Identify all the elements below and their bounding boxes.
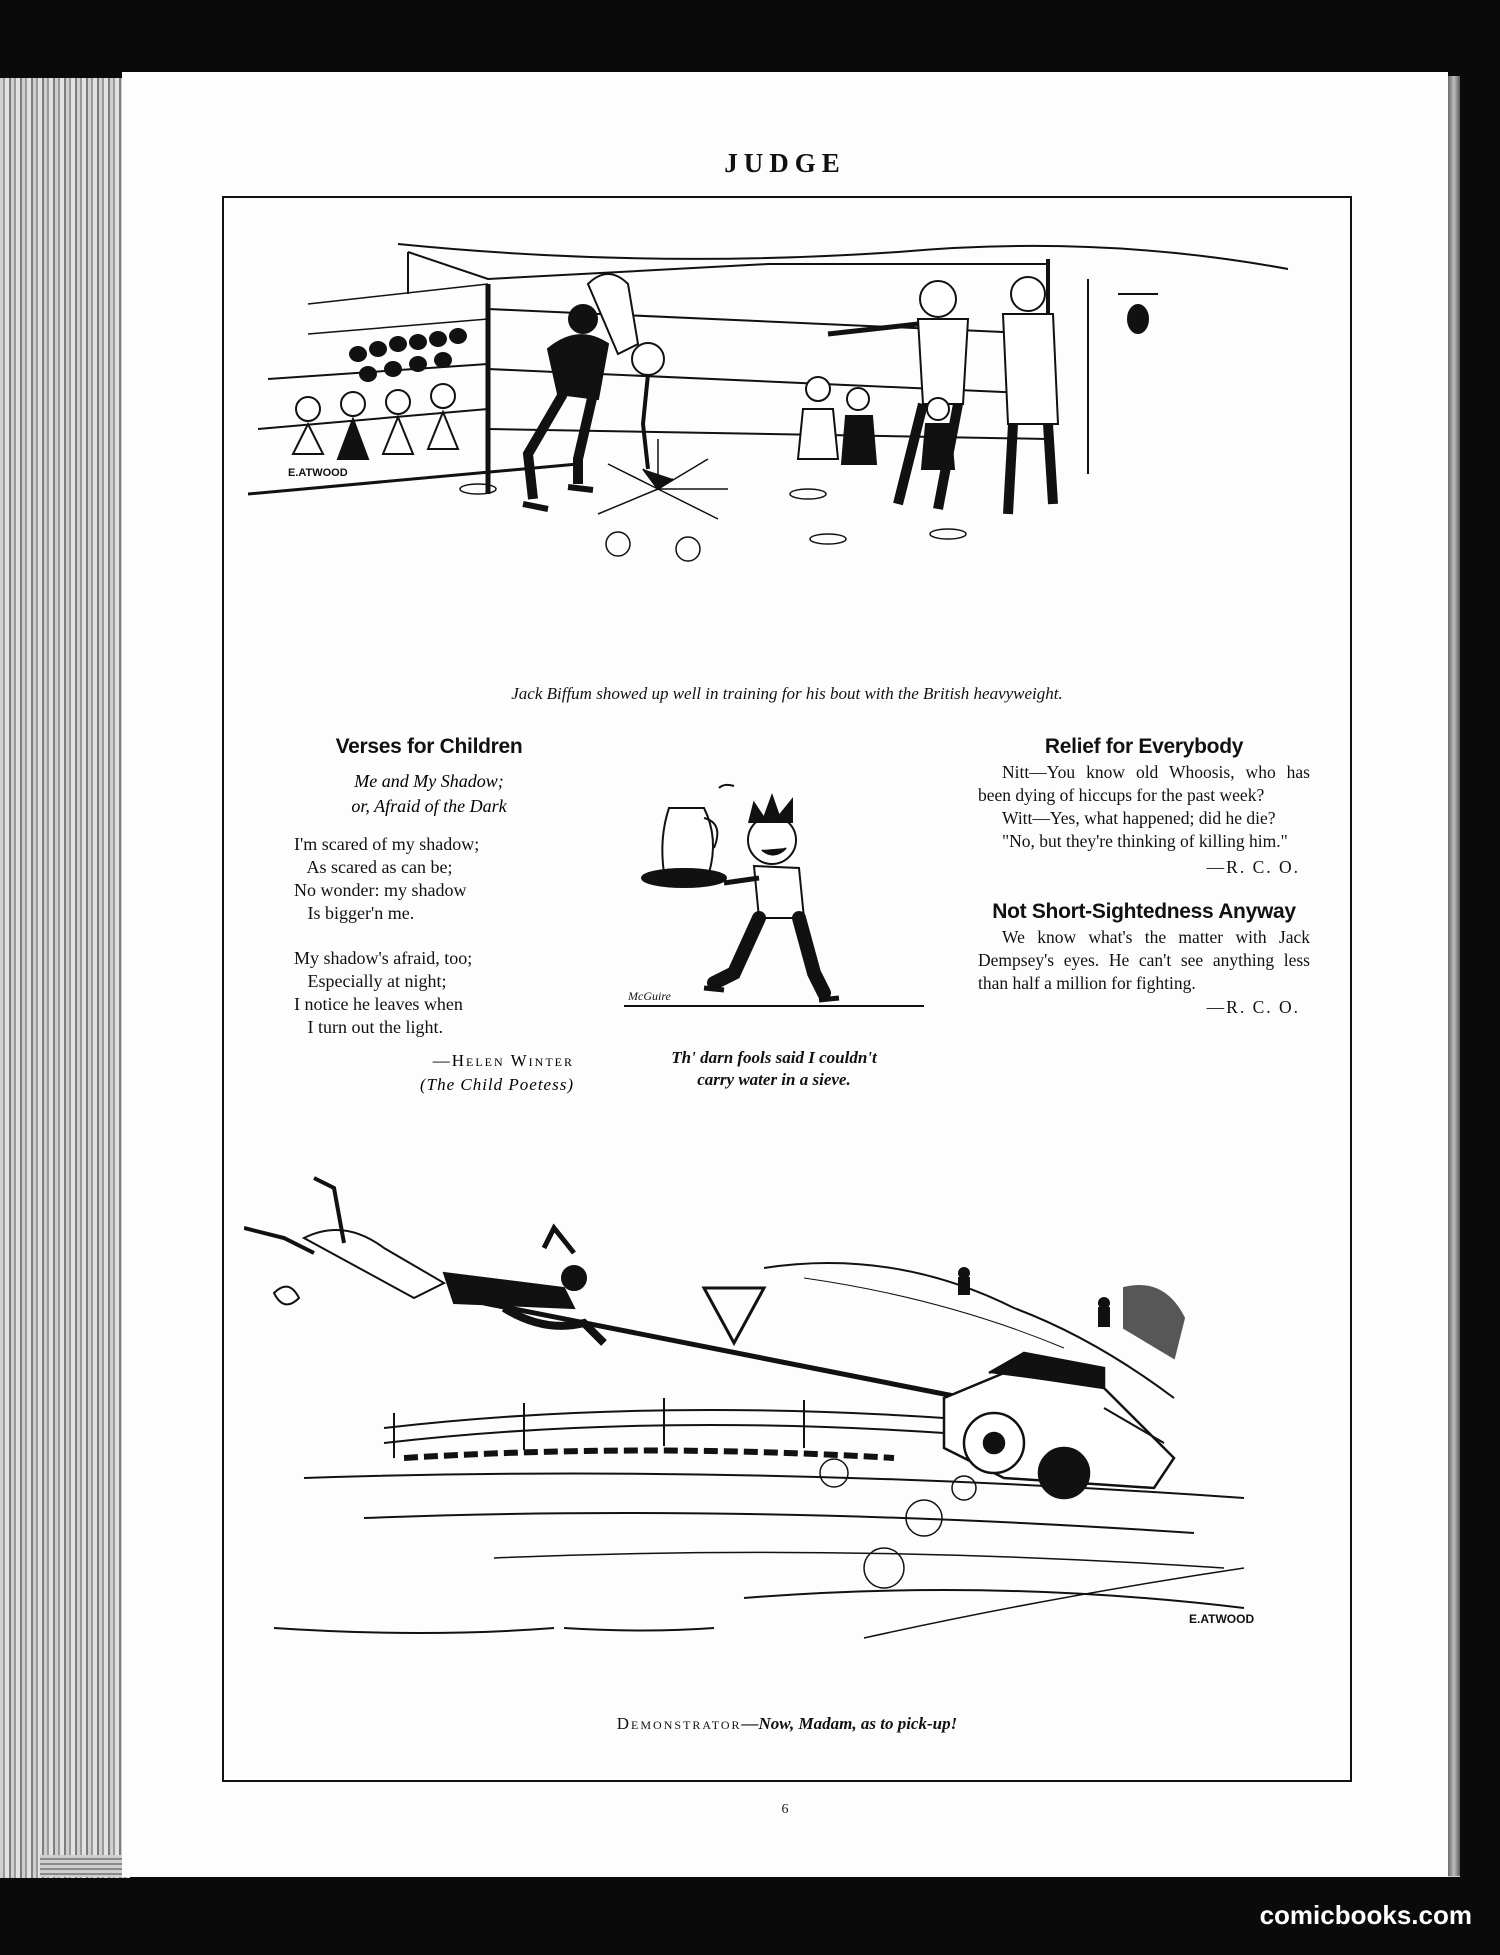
page-number: 6 <box>781 1802 789 1817</box>
shortsight-paragraph: We know what's the matter with Jack Dempsey's eyes. He can't see anything less than half a million for fighting. <box>978 927 1310 993</box>
relief-paragraph: Witt—Yes, what happened; did he die? <box>1002 808 1276 828</box>
verses-author <box>284 1051 574 1095</box>
verses-stanza-2 <box>284 947 574 1039</box>
magazine-title: JUDGE <box>724 148 846 178</box>
top-cartoon-signature: E.ATWOOD <box>288 467 348 479</box>
shortsight-heading: Not Short-Sightedness Anyway <box>992 900 1296 923</box>
book-right-edge <box>1448 76 1460 1876</box>
poem-line: I'm scared of my shadow; <box>294 834 480 854</box>
poem-line: Especially at night; <box>294 971 447 991</box>
poem-line: I notice he leaves when <box>294 994 463 1014</box>
verses-column <box>284 735 574 1095</box>
verses-subtitle-line: Me and My Shadow; <box>354 771 504 791</box>
boxing-cartoon <box>248 224 1328 574</box>
relief-heading: Relief for Everybody <box>1044 735 1244 758</box>
poem-line: Is bigger'n me. <box>294 903 415 923</box>
verses-subtitle-line: or, Afraid of the Dark <box>351 796 507 816</box>
poem-line: My shadow's afraid, too; <box>294 948 473 968</box>
middle-cartoon-signature: McGuire <box>628 989 671 1003</box>
caption-speaker: Demonstrator <box>616 1714 742 1733</box>
sieve-cartoon <box>624 778 924 1038</box>
shortsight-signature: —R. C. O. <box>1206 997 1300 1017</box>
middle-caption-line: carry water in a sieve. <box>697 1070 851 1089</box>
relief-paragraph: Nitt—You know old Whoosis, who has been dying of hiccups for the past week? <box>978 762 1310 805</box>
bottom-cartoon-caption <box>224 1714 1350 1734</box>
book-page-edges <box>0 78 130 1878</box>
poem-line: No wonder: my shadow <box>294 880 467 900</box>
poem-line: As scared as can be; <box>294 857 453 877</box>
magazine-page <box>122 72 1448 1877</box>
bottom-cartoon-signature: E.ATWOOD <box>1189 1612 1255 1626</box>
relief-paragraph: "No, but they're thinking of killing him." <box>1002 831 1288 851</box>
verses-author-name: —Helen Winter <box>432 1051 574 1070</box>
middle-caption-line: Th' darn fools said I couldn't <box>671 1048 877 1067</box>
caption-text: —Now, Madam, as to pick-up! <box>741 1714 958 1733</box>
right-column <box>978 735 1310 1018</box>
verses-subtitle <box>284 769 574 819</box>
content-frame <box>222 196 1352 1782</box>
top-cartoon-caption: Jack Biffum showed up well in training for his bout with the British heavyweight. <box>511 684 1063 703</box>
verses-heading: Verses for Children <box>335 735 523 758</box>
middle-cartoon-caption <box>624 1047 924 1091</box>
verses-author-note: (The Child Poetess) <box>419 1075 574 1094</box>
poem-line: I turn out the light. <box>294 1017 443 1037</box>
site-watermark: comicbooks.com <box>1259 1900 1472 1930</box>
verses-stanza-1 <box>284 833 574 925</box>
car-demonstration-cartoon <box>244 1158 1334 1698</box>
relief-signature: —R. C. O. <box>1206 857 1300 877</box>
